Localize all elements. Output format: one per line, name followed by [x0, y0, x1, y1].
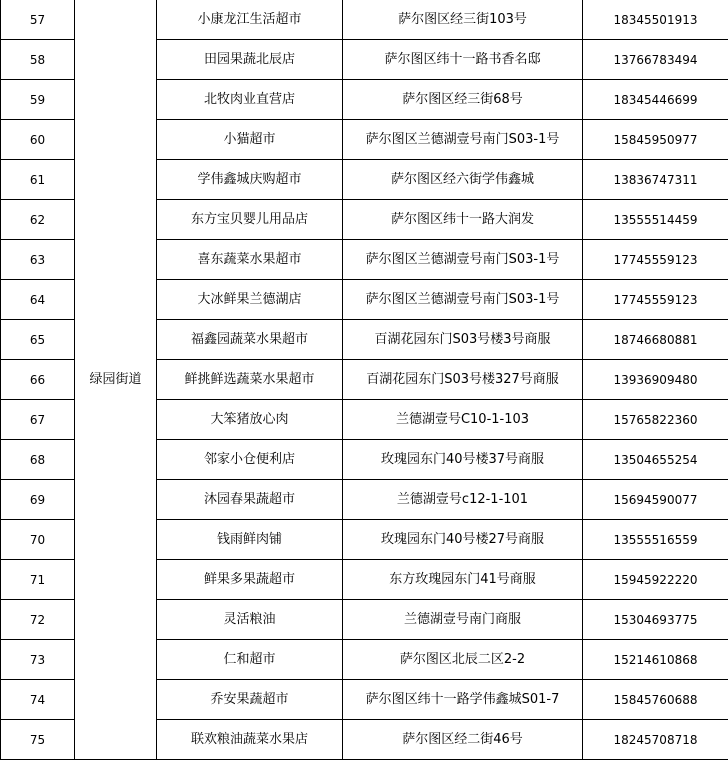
store-name-cell: 大笨猪放心肉 [157, 400, 343, 440]
address-cell: 东方玫瑰园东门41号商服 [343, 560, 583, 600]
store-name-cell: 学伟鑫城庆购超市 [157, 160, 343, 200]
address-cell: 萨尔图区兰德湖壹号南门S03-1号 [343, 280, 583, 320]
table-body [1, 0, 728, 760]
phone-cell: 13504655254 [583, 440, 728, 480]
row-number: 59 [1, 80, 75, 120]
row-number: 72 [1, 600, 75, 640]
address-cell: 萨尔图区北辰二区2-2 [343, 640, 583, 680]
phone-cell: 18345501913 [583, 0, 728, 40]
address-cell: 玫瑰园东门40号楼37号商服 [343, 440, 583, 480]
row-number: 75 [1, 720, 75, 760]
store-name-cell: 联欢粮油蔬菜水果店 [157, 720, 343, 760]
store-name-cell: 大冰鲜果兰德湖店 [157, 280, 343, 320]
row-number: 74 [1, 680, 75, 720]
store-name-cell: 福鑫园蔬菜水果超市 [157, 320, 343, 360]
row-number: 70 [1, 520, 75, 560]
store-name-cell: 仁和超市 [157, 640, 343, 680]
row-number: 68 [1, 440, 75, 480]
phone-cell: 15845950977 [583, 120, 728, 160]
store-name-cell: 东方宝贝婴儿用品店 [157, 200, 343, 240]
store-name-cell: 田园果蔬北辰店 [157, 40, 343, 80]
store-name-cell: 北牧肉业直营店 [157, 80, 343, 120]
row-number: 63 [1, 240, 75, 280]
address-cell: 萨尔图区纬十一路学伟鑫城S01-7 [343, 680, 583, 720]
address-cell: 兰德湖壹号南门商服 [343, 600, 583, 640]
row-number: 73 [1, 640, 75, 680]
phone-cell: 15694590077 [583, 480, 728, 520]
phone-cell: 17745559123 [583, 240, 728, 280]
table-row [1, 0, 728, 40]
row-number: 57 [1, 0, 75, 40]
store-name-cell: 小猫超市 [157, 120, 343, 160]
phone-cell: 15845760688 [583, 680, 728, 720]
row-number: 60 [1, 120, 75, 160]
store-name-cell: 乔安果蔬超市 [157, 680, 343, 720]
phone-cell: 15304693775 [583, 600, 728, 640]
store-name-cell: 小康龙江生活超市 [157, 0, 343, 40]
store-name-cell: 鲜挑鲜选蔬菜水果超市 [157, 360, 343, 400]
row-number: 69 [1, 480, 75, 520]
row-number: 65 [1, 320, 75, 360]
store-name-cell: 邻家小仓便利店 [157, 440, 343, 480]
row-number: 58 [1, 40, 75, 80]
row-number: 67 [1, 400, 75, 440]
store-name-cell: 鲜果多果蔬超市 [157, 560, 343, 600]
phone-cell: 13555516559 [583, 520, 728, 560]
phone-cell: 13836747311 [583, 160, 728, 200]
row-number: 71 [1, 560, 75, 600]
phone-cell: 15765822360 [583, 400, 728, 440]
row-number: 62 [1, 200, 75, 240]
store-name-cell: 喜东蔬菜水果超市 [157, 240, 343, 280]
address-cell: 百湖花园东门S03号楼327号商服 [343, 360, 583, 400]
district-cell: 绿园街道 [75, 0, 157, 760]
row-number: 61 [1, 160, 75, 200]
store-name-cell: 灵活粮油 [157, 600, 343, 640]
address-cell: 兰德湖壹号c12-1-101 [343, 480, 583, 520]
phone-cell: 13766783494 [583, 40, 728, 80]
phone-cell: 18345446699 [583, 80, 728, 120]
row-number: 64 [1, 280, 75, 320]
row-number: 66 [1, 360, 75, 400]
address-cell: 萨尔图区经六街学伟鑫城 [343, 160, 583, 200]
address-cell: 萨尔图区纬十一路大润发 [343, 200, 583, 240]
address-cell: 萨尔图区经三街68号 [343, 80, 583, 120]
phone-cell: 15945922220 [583, 560, 728, 600]
address-cell: 萨尔图区兰德湖壹号南门S03-1号 [343, 240, 583, 280]
phone-cell: 18245708718 [583, 720, 728, 760]
store-name-cell: 钱雨鲜肉铺 [157, 520, 343, 560]
phone-cell: 13936909480 [583, 360, 728, 400]
address-cell: 萨尔图区纬十一路书香名邸 [343, 40, 583, 80]
address-cell: 百湖花园东门S03号楼3号商服 [343, 320, 583, 360]
address-cell: 玫瑰园东门40号楼27号商服 [343, 520, 583, 560]
address-cell: 萨尔图区经三街103号 [343, 0, 583, 40]
address-cell: 兰德湖壹号C10-1-103 [343, 400, 583, 440]
phone-cell: 18746680881 [583, 320, 728, 360]
address-cell: 萨尔图区兰德湖壹号南门S03-1号 [343, 120, 583, 160]
phone-cell: 15214610868 [583, 640, 728, 680]
phone-cell: 17745559123 [583, 280, 728, 320]
store-name-cell: 沐园春果蔬超市 [157, 480, 343, 520]
address-cell: 萨尔图区经二街46号 [343, 720, 583, 760]
phone-cell: 13555514459 [583, 200, 728, 240]
